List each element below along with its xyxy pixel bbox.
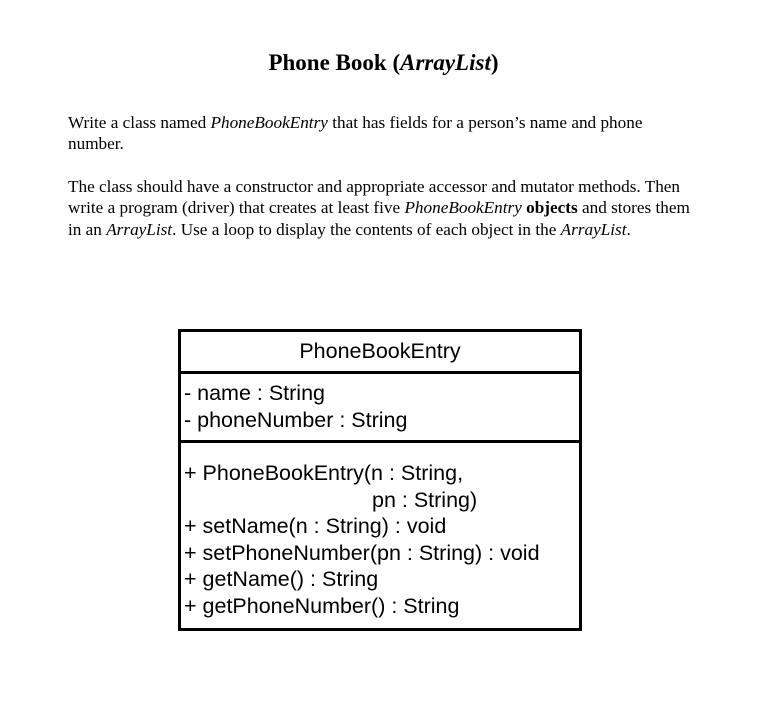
paragraph-2-text-a: The class should have a constructor and appropriate accessor and mutator methods. Then write a program (driver) that creates at least five: [68, 177, 681, 218]
page-title: [0, 48, 767, 78]
paragraph-2-bold-objects: objects: [526, 198, 578, 218]
uml-field-name: - name : String: [184, 381, 325, 405]
uml-class-name: PhoneBookEntry: [181, 332, 579, 374]
uml-methods-section: [181, 443, 579, 619]
paragraph-2-class-name: PhoneBookEntry: [404, 198, 522, 218]
paragraph-1-text-a: Write a class named: [68, 113, 211, 132]
uml-method-constructor-cont: pn : String): [372, 487, 478, 512]
uml-fields-section: [181, 374, 579, 443]
uml-method-set-phone-number: + setPhoneNumber(pn : String) : void: [184, 540, 540, 565]
title-close: ): [490, 50, 499, 75]
paragraph-2-arraylist-1: ArrayList: [106, 219, 173, 239]
paragraph-1-class-name: PhoneBookEntry: [210, 113, 328, 132]
title-text: Phone Book (: [268, 50, 401, 75]
paragraph-1: [68, 112, 698, 155]
title-italic: ArrayList: [400, 50, 491, 75]
paragraph-2: [68, 176, 698, 240]
paragraph-2-text-b: and stores them in an: [68, 198, 690, 239]
paragraph-2-text-c: . Use a loop to display the contents of each object in the: [172, 219, 561, 239]
paragraph-2-arraylist-2: ArrayList: [560, 219, 627, 239]
paragraph-1-text-b: that has fields for a person’s name and phone number.: [68, 113, 643, 154]
uml-class-diagram: [178, 329, 582, 631]
uml-method-get-name: + getName() : String: [184, 567, 379, 591]
uml-method-set-name: + setName(n : String) : void: [184, 514, 447, 538]
uml-method-constructor: + PhoneBookEntry(n : String,: [184, 461, 464, 485]
uml-field-phone-number: - phoneNumber : String: [184, 407, 408, 432]
uml-method-get-phone-number: + getPhoneNumber() : String: [184, 593, 460, 618]
paragraph-2-text-d: .: [626, 219, 631, 239]
